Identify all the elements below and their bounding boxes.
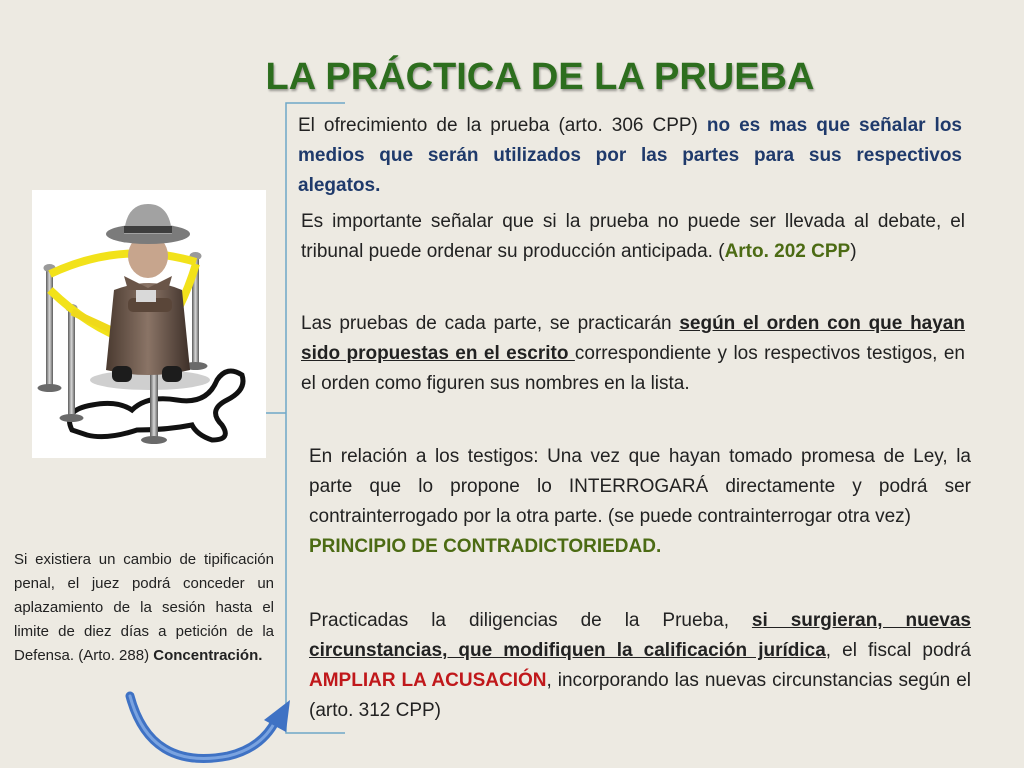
text-segment: Las pruebas de cada parte, se practicarán xyxy=(301,313,680,334)
text-segment: ) xyxy=(850,241,857,262)
concept-label: Concentración. xyxy=(153,647,263,664)
principle-label: PRINCIPIO DE CONTRADICTORIEDAD. xyxy=(309,536,662,557)
text-segment: , incorporando las nuevas circunstancias según el (arto. 312 CPP) xyxy=(309,670,971,721)
emphasis-underline: según el orden con que hayan sido propuestas en el escrito xyxy=(301,313,965,364)
emphasis-navy: no es mas que señalar los medios que serán utilizados por las partes para sus respectivos alegatos. xyxy=(298,115,963,196)
paragraph-ofrecimiento xyxy=(298,111,962,201)
text-segment: Practicadas la diligencias de la Prueba, xyxy=(309,610,752,631)
text-segment: , el fiscal podrá xyxy=(825,640,971,661)
text-segment: correspondiente y los respectivos testigos, en el orden como figuren sus nombres en la lista. xyxy=(301,343,965,394)
side-note-concentracion xyxy=(14,548,274,668)
article-reference: Arto. 202 CPP xyxy=(724,241,851,262)
page-title: LA PRÁCTICA DE LA PRUEBA xyxy=(265,56,815,98)
text-segment: Si existiera un cambio de tipificación penal, el juez podrá conceder un aplazamiento de la sesión hasta el limite de diez días a petición de la Defensa. (Arto. 288) xyxy=(14,551,274,664)
detective-crime-scene-icon xyxy=(32,190,266,458)
emphasis-red: AMPLIAR LA ACUSACIÓN xyxy=(309,670,547,691)
detective-crime-scene-image xyxy=(32,190,266,458)
paragraph-testigos xyxy=(309,442,971,562)
emphasis-underline: si surgieran, nuevas circunstancias, que modifiquen la calificación jurídica xyxy=(309,610,972,661)
text-segment: El ofrecimiento de la prueba (arto. 306 CPP) xyxy=(298,115,707,136)
curved-arrow-icon xyxy=(110,676,300,768)
text-segment: En relación a los testigos: Una vez que hayan tomado promesa de Ley, la parte que lo propone lo INTERROGARÁ directamente y podrá ser contrainterrogado por la otra parte. (se puede contrainterrogar otra vez) xyxy=(309,446,971,527)
text-segment: Es importante señalar que si la prueba no puede ser llevada al debate, el tribunal puede ordenar su producción anticipada. ( xyxy=(301,211,965,262)
paragraph-produccion-anticipada xyxy=(301,207,965,267)
paragraph-ampliar-acusacion xyxy=(309,606,971,726)
paragraph-orden-pruebas xyxy=(301,309,965,399)
